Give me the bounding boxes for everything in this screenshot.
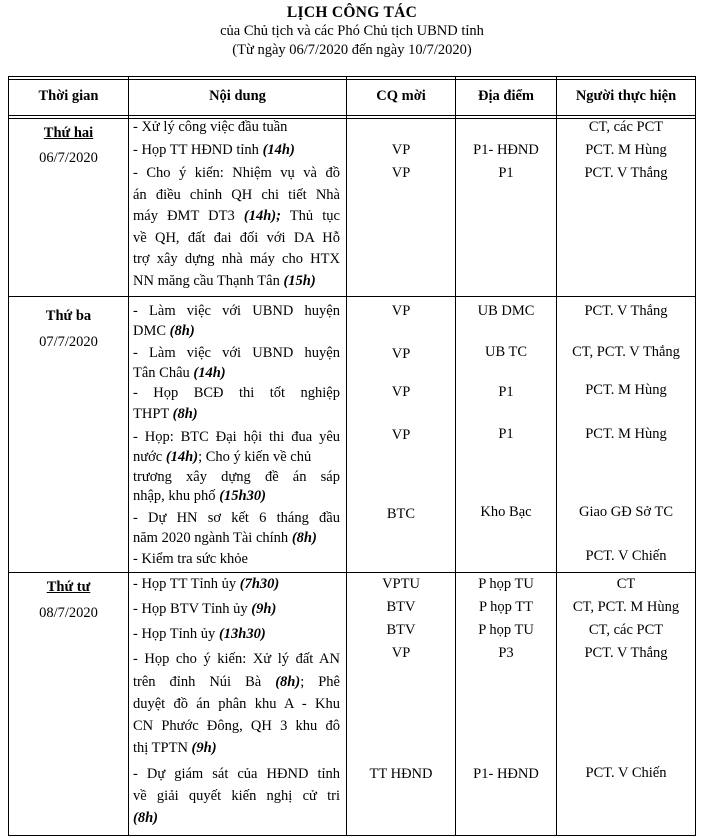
content-line: năm 2020 ngành Tài chính (8h)	[133, 530, 317, 546]
day-label: Thứ ba	[45, 308, 92, 324]
day-label: Thứ hai	[43, 125, 94, 141]
content-line: nhập, khu phố (15h30)	[133, 488, 266, 504]
column-header-time: Thời gian	[38, 88, 99, 104]
place-cell: P họp TT	[479, 599, 533, 615]
content-line: trương xây dựng đề án sáp	[133, 469, 340, 485]
content-line: - Họp cho ý kiến: Xử lý đất AN	[133, 651, 340, 667]
column-header-agency: CQ mời	[376, 88, 426, 104]
day-date: 07/7/2020	[39, 334, 98, 350]
table-border-bottom	[8, 835, 696, 836]
person-cell: CT, PCT. M Hùng	[572, 599, 680, 615]
person-cell: PCT. V Thắng	[584, 303, 668, 319]
agency-cell: BTV	[386, 622, 416, 638]
content-line: nước (14h); Cho ý kiến về chủ	[133, 449, 312, 465]
content-line: án điều chỉnh QH chi tiết Nhà	[133, 187, 340, 203]
place-cell: Kho Bạc	[480, 504, 532, 520]
content-line: - Cho ý kiến: Nhiệm vụ và đồ	[133, 165, 340, 181]
place-cell: P họp TU	[478, 622, 534, 638]
content-line: - Dự HN sơ kết 6 tháng đầu	[133, 510, 340, 526]
content-line: Tân Châu (14h)	[133, 365, 226, 381]
agency-cell: VP	[391, 645, 411, 661]
place-cell: P1	[498, 165, 514, 181]
content-line: duyệt đồ án phân khu A - Khu	[133, 696, 340, 712]
day-date: 08/7/2020	[39, 605, 98, 621]
content-line: - Làm việc với UBND huyện	[133, 303, 340, 319]
content-line: - Họp BCĐ thi tốt nghiệp	[133, 385, 340, 401]
content-line: trợ xây dựng nhà máy cho HTX	[133, 251, 340, 267]
content-line: - Họp TT HĐND tỉnh (14h)	[133, 142, 295, 158]
place-cell: P họp TU	[478, 576, 534, 592]
content-line: trên đỉnh Núi Bà (8h); Phê	[133, 674, 340, 690]
table-border-top	[8, 79, 696, 80]
content-line: - Làm việc với UBND huyện	[133, 345, 340, 361]
agency-cell: BTV	[386, 599, 416, 615]
person-cell: CT, PCT. V Thắng	[572, 344, 680, 360]
page-title: LỊCH CÔNG TÁC	[286, 4, 418, 21]
row-divider	[8, 296, 696, 297]
content-line: về giải quyết kiến nghị cử tri	[133, 788, 340, 804]
page-subtitle: của Chủ tịch và các Phó Chủ tịch UBND tỉnh	[220, 23, 484, 39]
content-line: về QH, đất đai đối với DA Hỗ	[133, 230, 340, 246]
person-cell: CT	[616, 576, 636, 592]
place-cell: P1	[498, 384, 514, 400]
content-line: DMC (8h)	[133, 323, 195, 339]
person-cell: PCT. M Hùng	[585, 142, 667, 158]
agency-cell: VP	[391, 427, 411, 443]
column-divider	[128, 76, 129, 836]
content-line: NN măng cầu Thạnh Tân (15h)	[133, 273, 316, 289]
header-divider	[8, 115, 696, 116]
person-cell: CT, các PCT	[588, 119, 664, 135]
place-cell: UB DMC	[477, 303, 535, 319]
agency-cell: VP	[391, 142, 411, 158]
place-cell: UB TC	[484, 344, 528, 360]
page-period: (Từ ngày 06/7/2020 đến ngày 10/7/2020)	[232, 42, 472, 58]
content-line: thị TPTN (9h)	[133, 740, 217, 756]
place-cell: P1	[498, 426, 514, 442]
person-cell: PCT. V Chiến	[585, 765, 667, 781]
person-cell: CT, các PCT	[588, 622, 664, 638]
column-divider	[346, 76, 347, 836]
content-line: (8h)	[133, 810, 158, 826]
person-cell: PCT. V Thắng	[584, 165, 668, 181]
content-line: - Kiểm tra sức khỏe	[133, 551, 248, 567]
table-border-top	[8, 76, 696, 77]
column-header-content: Nội dung	[209, 88, 266, 104]
person-cell: Giao GĐ Sở TC	[578, 504, 673, 520]
place-cell: P1- HĐND	[473, 766, 539, 782]
row-divider	[8, 572, 696, 573]
content-line: - Họp Tỉnh ủy (13h30)	[133, 626, 266, 642]
person-cell: PCT. M Hùng	[585, 382, 667, 398]
place-cell: P1- HĐND	[473, 142, 539, 158]
content-line: - Họp TT Tỉnh ủy (7h30)	[133, 576, 280, 592]
column-divider	[455, 76, 456, 836]
person-cell: PCT. V Thắng	[584, 645, 668, 661]
agency-cell: BTC	[386, 506, 416, 522]
agency-cell: VP	[391, 303, 411, 319]
content-line: - Họp BTV Tỉnh ủy (9h)	[133, 601, 277, 617]
content-line: THPT (8h)	[133, 406, 198, 422]
agency-cell: VP	[391, 384, 411, 400]
column-divider	[8, 76, 9, 836]
column-header-person: Người thực hiện	[575, 88, 677, 104]
column-divider	[556, 76, 557, 836]
agency-cell: VP	[391, 165, 411, 181]
agency-cell: TT HĐND	[369, 766, 433, 782]
person-cell: PCT. M Hùng	[585, 426, 667, 442]
place-cell: P3	[498, 645, 514, 661]
person-cell: PCT. V Chiến	[585, 548, 667, 564]
day-label: Thứ tư	[46, 579, 91, 595]
day-date: 06/7/2020	[39, 150, 98, 166]
column-divider	[695, 76, 696, 836]
content-line: - Dự giám sát của HĐND tỉnh	[133, 766, 340, 782]
agency-cell: VP	[391, 346, 411, 362]
content-line: - Họp: BTC Đại hội thi đua yêu	[133, 429, 340, 445]
content-line: máy ĐMT DT3 (14h); Thủ tục	[133, 208, 340, 224]
content-line: - Xử lý công việc đầu tuần	[133, 119, 288, 135]
agency-cell: VPTU	[382, 576, 420, 592]
column-header-place: Địa điểm	[478, 88, 534, 104]
content-line: CN Phước Đông, QH 3 khu đô	[133, 718, 340, 734]
